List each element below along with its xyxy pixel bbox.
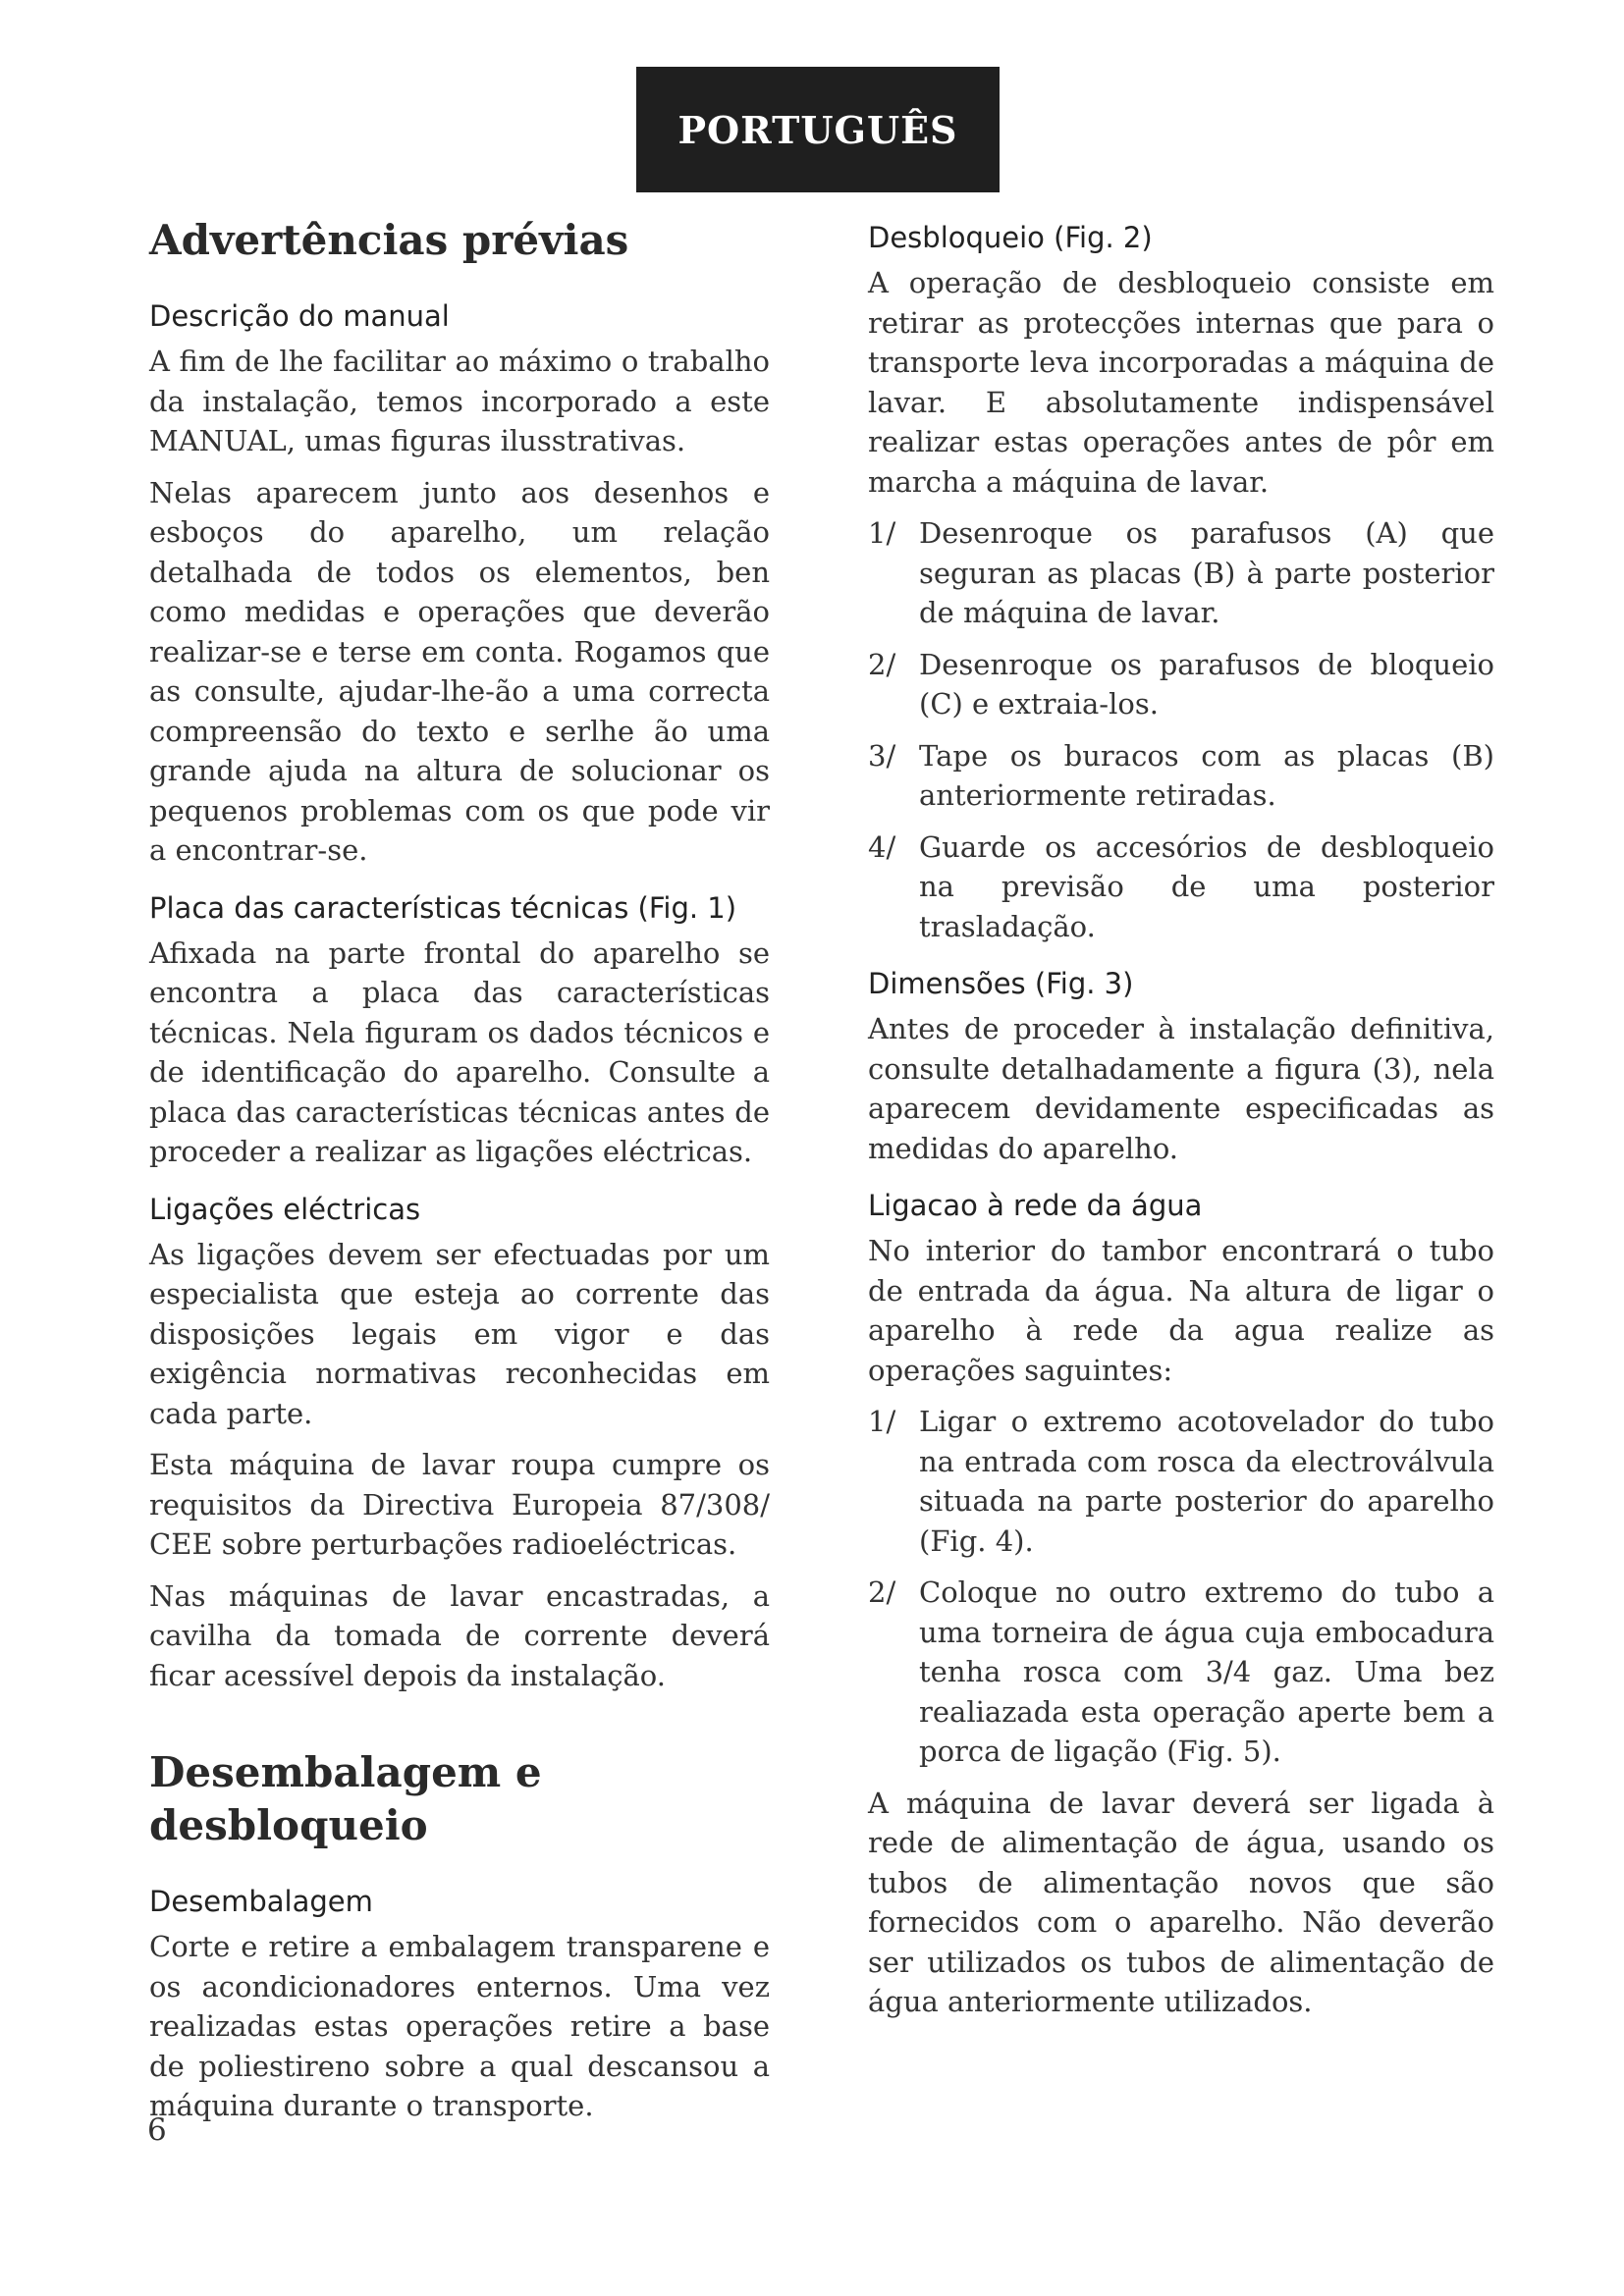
list-item: 2/ Coloque no outro extremo do tubo a uma torneira de água cuja embocadura tenha rosca com 3/4 gaz. Uma bez realiazada esta operação aperte bem a porca de ligação (Fig. 5). bbox=[868, 1575, 1494, 1768]
paragraph: Nas máquinas de lavar encastradas, a cavilha da tomada de corrente deverá ficar acessível depois da instalação. bbox=[149, 1578, 770, 1692]
heading-dimensoes: Dimensões (Fig. 3) bbox=[868, 967, 1134, 1000]
list-item: 1/ Desenroque os parafusos (A) que seguran as placas (B) à parte posterior de máquina de lavar. bbox=[868, 516, 1494, 629]
section-title-desembalagem: Desembalagem e desbloqueio bbox=[149, 1748, 542, 1849]
paragraph: Antes de proceder à instalação definitiva, consulte detalhadamente a figura (3), nela aparecem devidamente especificadas as medidas do aparelho. bbox=[868, 1012, 1494, 1165]
left-column bbox=[149, 214, 770, 2138]
list-item: 3/ Tape os buracos com as placas (B) anteriormente retiradas. bbox=[868, 738, 1494, 812]
paragraph: As ligações devem ser efectuadas por um especialista que esteja ao corrente das disposições legais em vigor e das exigência normativas reconhecidas em cada parte. bbox=[149, 1237, 770, 1430]
list-item: 2/ Desenroque os parafusos de bloqueio (C) e extraia-los. bbox=[868, 647, 1494, 721]
heading-ligacao-rede-agua: Ligacao à rede da água bbox=[868, 1189, 1203, 1222]
paragraph: Afixada na parte frontal do aparelho se encontra a placa das características técnicas. Nela figuram os dados técnicos e de identificação do aparelho. Consulte a placa das características técnicas antes de proceder a realizar as ligações eléctricas. bbox=[149, 935, 770, 1168]
heading-ligacoes-electricas: Ligações eléctricas bbox=[149, 1192, 421, 1226]
paragraph: Nelas aparecem junto aos desenhos e esboços do aparelho, um relação detalhada de todos os elementos, ben como medidas e operações que deverão realizar-se e terse em conta. Rogamos que as consulte, ajudar-lhe-ão a uma correcta compreensão do texto e serlhe ão uma grande ajuda na altura de solucionar os pequenos problemas com os que pode vir a encontrar-se. bbox=[149, 475, 770, 867]
paragraph: Esta máquina de lavar roupa cumpre os requisitos da Directiva Europeia 87/308/ CEE sobre perturbações radioeléctricas. bbox=[149, 1448, 770, 1561]
heading-placa-caracteristicas: Placa das características técnicas (Fig. 1) bbox=[149, 890, 737, 925]
list-item: 1/ Ligar o extremo acotovelador do tubo na entrada com rosca da electroválvula situada na parte posterior do aparelho (Fig. 4). bbox=[868, 1405, 1494, 1558]
page-number: 6 bbox=[147, 2112, 167, 2148]
section-title-advertencias: Advertências prévias bbox=[149, 216, 629, 264]
right-column bbox=[868, 218, 1494, 2034]
heading-desbloqueio: Desbloqueio (Fig. 2) bbox=[868, 221, 1153, 254]
paragraph: A fim de lhe facilitar ao máximo o trabalho da instalação, temos incorporado a este MANUAL, umas figuras ilusstrativas. bbox=[149, 345, 770, 457]
paragraph: Corte e retire a embalagem transparene e os acondicionadores enternos. Uma vez realizadas estas operações retire a base de poliestireno sobre a qual descansou a máquina durante o transporte. bbox=[149, 1930, 770, 2122]
list-item: 4/ Guarde os accesórios de desbloqueio na previsão de uma posterior trasladação. bbox=[868, 829, 1494, 943]
language-tab: PORTUGUÊS bbox=[636, 67, 1000, 192]
paragraph: No interior do tambor encontrará o tubo de entrada da água. Na altura de ligar o aparelho à rede da agua realize as operações saguintes: bbox=[868, 1234, 1494, 1387]
paragraph: A operação de desbloqueio consiste em retirar as protecções internas que para o transporte leva incorporadas a máquina de lavar. E absolutamente indispensável realizar estas operações antes de pôr em marcha a máquina de lavar. bbox=[868, 266, 1494, 499]
paragraph: A máquina de lavar deverá ser ligada à rede de alimentação de água, usando os tubos de alimentação novos que são fornecidos com o aparelho. Não deverão ser utilizados os tubos de alimentação de água anteriormente utilizados. bbox=[868, 1786, 1494, 2018]
heading-descricao-manual: Descrição do manual bbox=[149, 299, 450, 333]
heading-desembalagem: Desembalagem bbox=[149, 1885, 373, 1918]
